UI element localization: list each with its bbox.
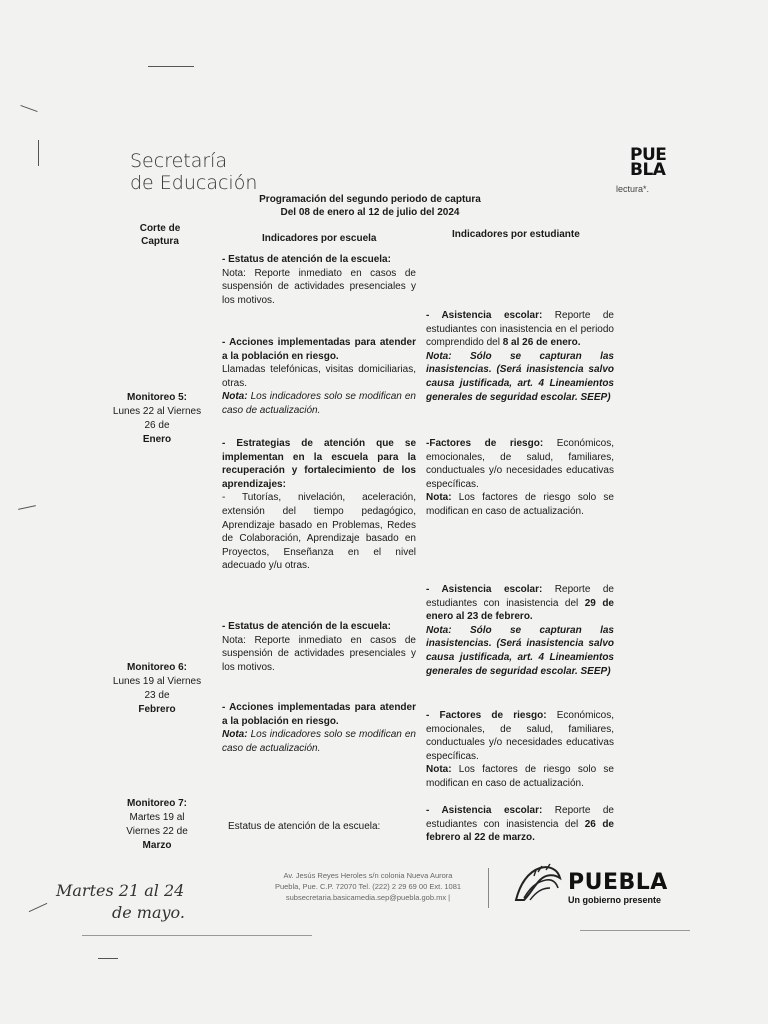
column-header-escuela: Indicadores por escuela [262, 233, 377, 244]
m6-asistencia-title: - Asistencia escolar: [426, 584, 543, 595]
m6-estatus-body: Nota: Reporte inmediato en casos de suspensión de actividades presenciales y los motivos. [222, 634, 416, 673]
document-heading [230, 193, 510, 219]
secretaria-educacion-logo [130, 150, 257, 194]
m6-acciones-note: Los indicadores solo se modifican en caso de actualización. [222, 729, 416, 754]
footer-address-line2: Puebla, Pue. C.P. 72070 Tel. (222) 2 29 69 00 Ext. 1081 [274, 882, 462, 891]
m5-asistencia-body: Reporte de estudiantes con inasistencia en el periodo comprendido del [426, 310, 614, 349]
m7-asistencia-title: - Asistencia escolar: [426, 805, 543, 816]
m6-estatus-block [222, 620, 416, 674]
m7-estatus-block [228, 820, 418, 834]
logo-sub: lectura*. [616, 184, 650, 194]
m5-nota-label: Nota: [426, 350, 452, 362]
m5-estrategias-title: - Estrategias de atención que se [222, 438, 416, 449]
column-header-corte: Corte de Captura [139, 223, 181, 247]
m5-acciones-note-label: Nota: [222, 391, 248, 403]
puebla-emblem-icon [510, 862, 566, 906]
column-header-estudiante: Indicadores por estudiante [452, 229, 580, 240]
m5-asistencia-block [426, 309, 614, 404]
secretaria-line1: Secretaría [130, 150, 228, 172]
m6-corte-label [112, 661, 202, 717]
m5-acciones-title: - Acciones implementadas para atender a la [222, 337, 416, 362]
m6-estatus-title: - Estatus de atención de la escuela: [222, 621, 391, 632]
m5-label: Monitoreo 5: [127, 392, 187, 403]
m5-factores-note-label: Nota: [426, 492, 452, 504]
m6-acciones-note-label: Nota: [222, 729, 248, 741]
m5-factores-note: Los factores de riesgo solo se modifican en caso de actualización. [426, 492, 614, 517]
m5-month: Enero [142, 434, 172, 445]
m5-acciones-body: Llamadas telefónicas, visitas domiciliarias, otras. [222, 364, 416, 389]
m5-nota-body: Sólo se capturan las inasistencias. (Será inasistencia salvo causa justificada, art. 4 Lineamientos generales de seguridad escolar. SEEP) [426, 350, 614, 403]
m6-asistencia-body: Reporte de estudiantes con inasistencia del [426, 584, 614, 609]
scan-mark [29, 903, 48, 912]
scan-mark [580, 930, 690, 931]
m6-nota-label: Nota: [426, 624, 452, 636]
handwritten-note [56, 880, 185, 924]
m5-estatus-title: - Estatus de atención de la escuela: [222, 254, 391, 265]
m6-factores-title: - Factores de riesgo: [426, 710, 547, 721]
footer-brand-sub: Un gobierno presente [568, 895, 662, 905]
m6-nota-body: Sólo se capturan las inasistencias. (Será inasistencia salvo causa justificada, art. 4 Lineamientos generales de seguridad escolar. SEEP) [426, 624, 614, 677]
m6-month: Febrero [138, 704, 176, 715]
m6-factores-block [426, 709, 614, 791]
puebla-lectura-logo [616, 145, 676, 194]
m5-estatus-block [222, 253, 416, 307]
handwritten-line1: Martes 21 al 24 [56, 881, 185, 900]
m6-label: Monitoreo 6: [127, 662, 187, 673]
m5-dates: Lunes 22 al Viernes 26 de [112, 406, 202, 431]
scan-mark [98, 958, 118, 959]
m6-asistencia-block [426, 583, 614, 678]
m5-estrategias-body: - Tutorías, nivelación, aceleración, extensión del tiempo pedagógico, Aprendizaje basado en Problemas, Redes de Colaboración, Aprendizaje basado en Proyectos, Enseñanza en el nivel adecuado y/u otras. [222, 492, 416, 572]
logo-line2: BLA [630, 160, 666, 180]
m7-corte-label [112, 797, 202, 853]
m7-label: Monitoreo 7: [127, 798, 187, 809]
m6-acciones-title-bold: población en riesgo. [241, 715, 339, 727]
m7-month: Marzo [142, 840, 172, 851]
m7-dates: Martes 19 al Viernes 22 de [126, 812, 188, 837]
secretaria-line2: de Educación [130, 172, 258, 194]
m5-acciones-title-bold: población en riesgo. [241, 350, 339, 362]
m5-estrategias-title-bold: implementan en la escuela para la recuperación y fortalecimiento de los aprendizajes: [222, 451, 416, 490]
m6-factores-body: Económicos, emocionales, de salud, familiares, conductuales y/o necesidades educativas específicas. [426, 710, 615, 762]
scan-mark [148, 66, 194, 67]
m5-acciones-block [222, 336, 416, 418]
m5-estatus-body: Nota: Reporte inmediato en casos de suspensión de actividades presenciales y los motivos. [222, 267, 416, 306]
scan-mark [18, 505, 36, 510]
scan-mark [82, 935, 312, 936]
m5-acciones-note: Los indicadores solo se modifican en caso de actualización. [222, 391, 416, 416]
m5-asistencia-range: 8 al 26 de enero. [502, 337, 581, 349]
scan-mark [20, 105, 37, 112]
m6-factores-note: Los factores de riesgo solo se modifican en caso de actualización. [426, 764, 614, 789]
m6-dates: Lunes 19 al Viernes 23 de [112, 676, 202, 701]
m5-corte-label [112, 391, 202, 447]
footer-brand: PUEBLA [568, 870, 668, 895]
m5-asistencia-title: - Asistencia escolar: [426, 310, 543, 321]
footer-address-line3: subsecretaria.basicamedia.sep@puebla.gob.mx | [285, 893, 451, 902]
m6-acciones-title: - Acciones implementadas para atender a la [222, 702, 416, 727]
m7-estatus-title: Estatus de atención de la escuela: [228, 821, 381, 832]
m5-estrategias-block [222, 437, 416, 573]
heading-line1: Programación del segundo periodo de captura [259, 194, 481, 205]
m7-asistencia-body: Reporte de estudiantes con inasistencia del [426, 805, 614, 830]
scan-mark [38, 140, 39, 166]
handwritten-line2: de mayo. [112, 903, 185, 922]
m6-acciones-block [222, 701, 416, 755]
footer-divider [488, 868, 489, 908]
m5-factores-body: Económicos, emocionales, de salud, familiares, conductuales y/o necesidades educativas específicas. [426, 438, 614, 490]
m6-factores-note-label: Nota: [426, 764, 452, 776]
m7-asistencia-block [426, 804, 614, 845]
m7-asistencia-range: 26 de febrero al 22 de marzo. [426, 818, 614, 844]
puebla-footer-logo [510, 862, 668, 911]
footer-address-line1: Av. Jesús Reyes Heroles s/n colonia Nueva Aurora [283, 871, 453, 880]
m6-asistencia-range: 29 de enero al 23 de febrero. [426, 597, 614, 623]
heading-line2: Del 08 de enero al 12 de julio del 2024 [280, 207, 460, 218]
footer-address [258, 870, 478, 903]
logo-line1: PUE [630, 145, 667, 165]
m5-factores-block [426, 437, 614, 519]
m5-factores-title: -Factores de riesgo: [426, 438, 544, 449]
